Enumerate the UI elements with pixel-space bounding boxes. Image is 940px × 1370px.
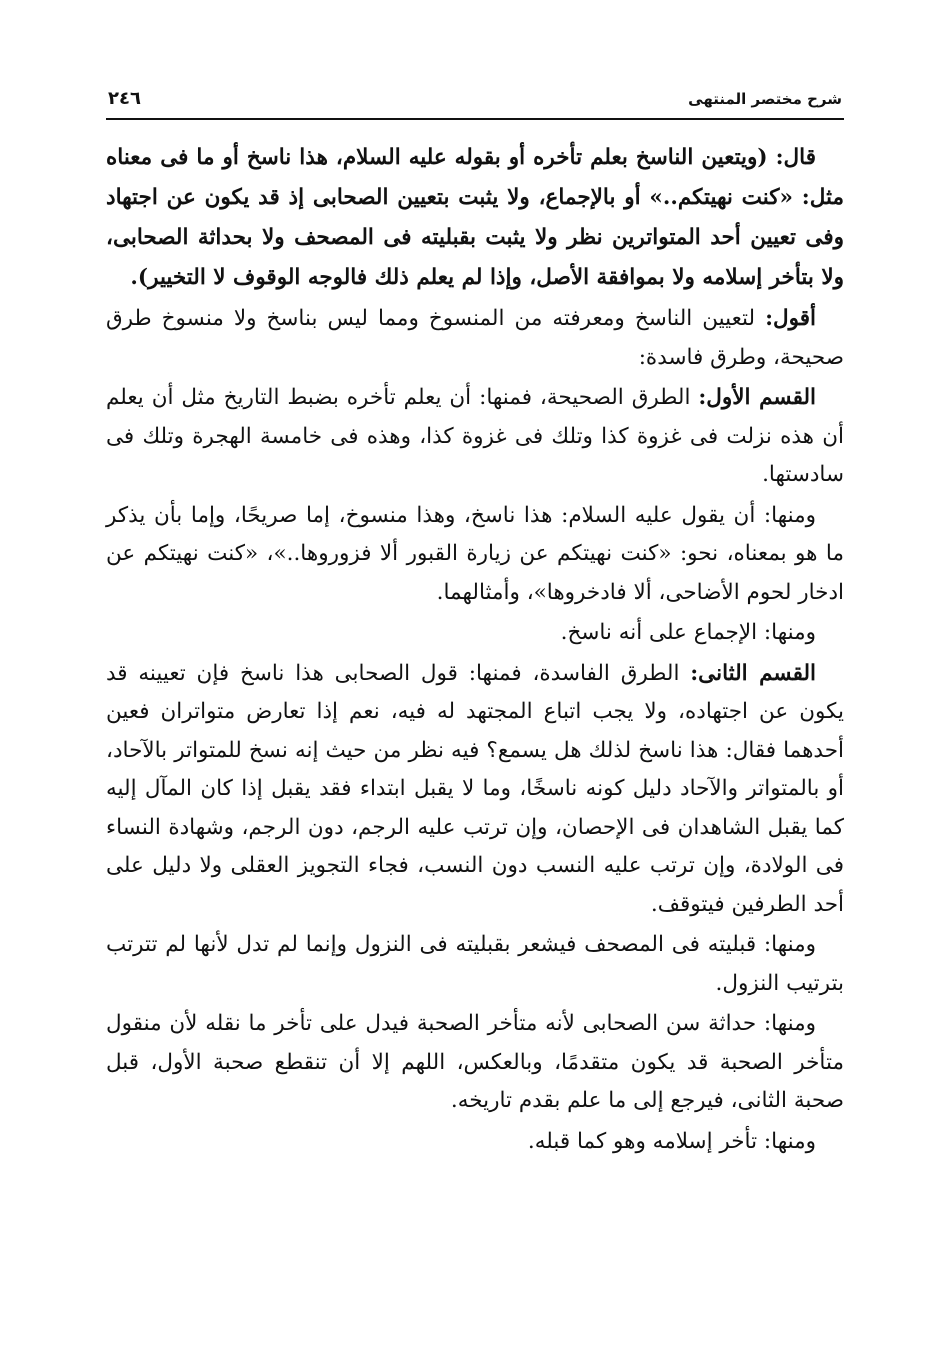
section-one-paragraph (106, 379, 844, 495)
quoted-text-paragraph (106, 138, 844, 298)
paragraph-text: الطرق الفاسدة، فمنها: قول الصحابى هذا ناسخ فإن تعيينه قد يكون عن اجتهاده، ولا يجب اتباع المجتهد له فيه، نعم إذا تعارض متواتران فعين أحدهما فقال: هذا ناسخ لذلك هل يسمع؟ فيه نظر من حيث إنه نسخ للمتواتر بالآحاد، أو بالمتواتر والآحاد دليل كونه ناسخًا، وما لا يقبل ابتداء فقد يقبل إذا كان المآل إليه كما يقبل الشاهدان فى الإحصان، وإن ترتب عليه الرجم، دون الرجم، وشهادة النساء فى الولادة، وإن ترتب عليه النسب دون النسب، فجاء التجويز العقلى ولا دليل على أحد الطرفين فيتوقف. (106, 660, 844, 917)
paragraph-text: ومنها: تأخر إسلامه وهو كما قبله. (527, 1128, 816, 1154)
paragraph-label: القسم الأول: (698, 385, 816, 410)
paragraph-label: أقول: (765, 306, 816, 331)
body-paragraph (106, 1123, 844, 1162)
paragraph-text: الطرق الصحيحة، فمنها: أن يعلم تأخره بضبط التاريخ مثل أن يعلم أن هذه نزلت فى غزوة كذا وتلك فى غزوة كذا، وهذه فى خامسة الهجرة وتلك فى سادستها. (106, 385, 844, 487)
paragraph-text: ومنها: الإجماع على أنه ناسخ. (560, 620, 816, 645)
running-header (106, 78, 844, 120)
body-paragraph (106, 1005, 844, 1121)
book-page (106, 78, 844, 1318)
paragraph-text: قال: (ويتعين الناسخ بعلم تأخره أو بقوله عليه السلام، هذا ناسخ أو ما فى معناه مثل: «كنت نهيتكم..» أو بالإجماع، ولا يثبت بتعيين الصحابى إذ قد يكون عن اجتهاد وفى تعيين أحد المتواترين نظر ولا يثبت بقبليته فى المصحف ولا بحداثة الصحابى، ولا بتأخر إسلامه ولا بموافقة الأصل، وإذا لم يعلم ذلك فالوجه الوقوف لا التخيير). (106, 145, 844, 290)
paragraph-text: ومنها: حداثة سن الصحابى لأنه متأخر الصحبة فيدل على تأخر ما نقله لأن منقول متأخر الصحبة قد يكون متقدمًا، وبالعكس، اللهم إلا أن تنقطع صحبة الأول، قبل صحبة الثانى، فيرجع إلى ما علم بقدم تاريخه. (106, 1011, 844, 1113)
section-two-paragraph (106, 655, 844, 925)
book-title: شرح مختصر المنتهى (688, 90, 842, 108)
paragraph-label: القسم الثانى: (690, 660, 816, 686)
body-paragraph (106, 497, 844, 613)
page-body (106, 138, 844, 1161)
body-paragraph (106, 614, 844, 653)
paragraph-text: ومنها: أن يقول عليه السلام: هذا ناسخ، وهذا منسوخ، إما صريحًا، وإما بأن يذكر ما هو بمعناه، نحو: «كنت نهيتكم عن زيارة القبور ألا فزوروها..»، «كنت نهيتكم عن ادخار لحوم الأضاحى، ألا فادخروها»، وأمثالهما. (106, 502, 844, 605)
body-paragraph (106, 926, 844, 1003)
page-number: ٢٤٦ (108, 88, 141, 109)
paragraph-text: لتعيين الناسخ ومعرفته من المنسوخ ومما ليس بناسخ ولا منسوخ طرق صحيحة، وطرق فاسدة: (106, 306, 844, 370)
paragraph-text: ومنها: قبليته فى المصحف فيشعر بقبليته فى النزول وإنما لم تدل لأنها لم تترتب بترتيب النزول. (106, 932, 844, 996)
commentary-paragraph (106, 300, 844, 377)
